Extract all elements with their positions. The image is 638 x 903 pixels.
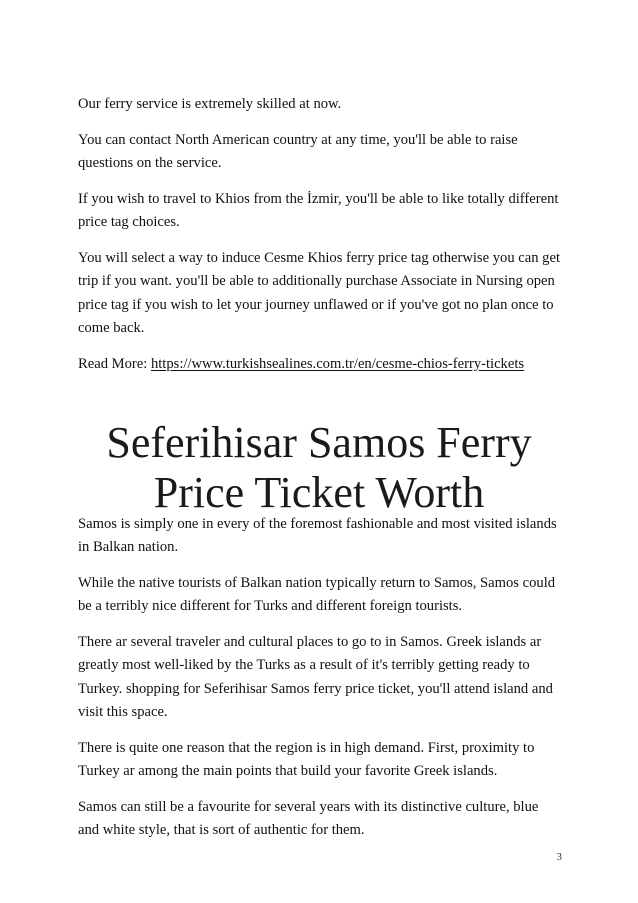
paragraph: There is quite one reason that the region is in high demand. First, proximity to Turkey ar among the main points that build your favorite Greek islands. <box>78 739 535 780</box>
paragraph: If you wish to travel to Khios from the İzmir, you'll be able to like totally different price tag choices. <box>78 190 559 231</box>
paragraph: Our ferry service is extremely skilled at now. <box>78 96 342 112</box>
paragraph: Samos can still be a favourite for several years with its distinctive culture, blue and white style, that is sort of authentic for them. <box>78 798 539 839</box>
paragraph: Samos is simply one in every of the foremost fashionable and most visited islands in Balkan nation. <box>78 516 557 556</box>
read-more-link[interactable]: https://www.turkishsealines.com.tr/en/cesme-chios-ferry-tickets <box>150 355 525 372</box>
paragraph: You will select a way to induce Cesme Khios ferry price tag otherwise you can get trip if you want. you'll be able to additionally purchase Associate in Nursing open price tag if you wish to let your journey unflawed or if you've got no plan once to come back. <box>78 249 561 336</box>
page-number: 3 <box>556 851 562 863</box>
paragraph: There ar several traveler and cultural places to go to in Samos. Greek islands ar greatly most well-liked by the Turks as a result of it's terribly getting ready to Turkey. shopping for Seferihisar Samos ferry price ticket, you'll attend island and visit this space. <box>78 634 553 721</box>
heading-line-1: Seferihisar Samos Ferry <box>106 418 532 467</box>
paragraph: You can contact North American country at any time, you'll be able to raise questions on the service. <box>78 131 518 172</box>
section-samos-ferry <box>78 513 560 855</box>
paragraph: While the native tourists of Balkan nation typically return to Samos, Samos could be a terribly nice different for Turks and different foreign tourists. <box>78 575 556 615</box>
section-heading <box>0 418 638 518</box>
read-more-label: Read More: <box>78 355 151 372</box>
section-khios-ferry <box>78 93 560 388</box>
heading-line-2: Price Ticket Worth <box>153 468 485 517</box>
read-more-line <box>78 353 560 376</box>
